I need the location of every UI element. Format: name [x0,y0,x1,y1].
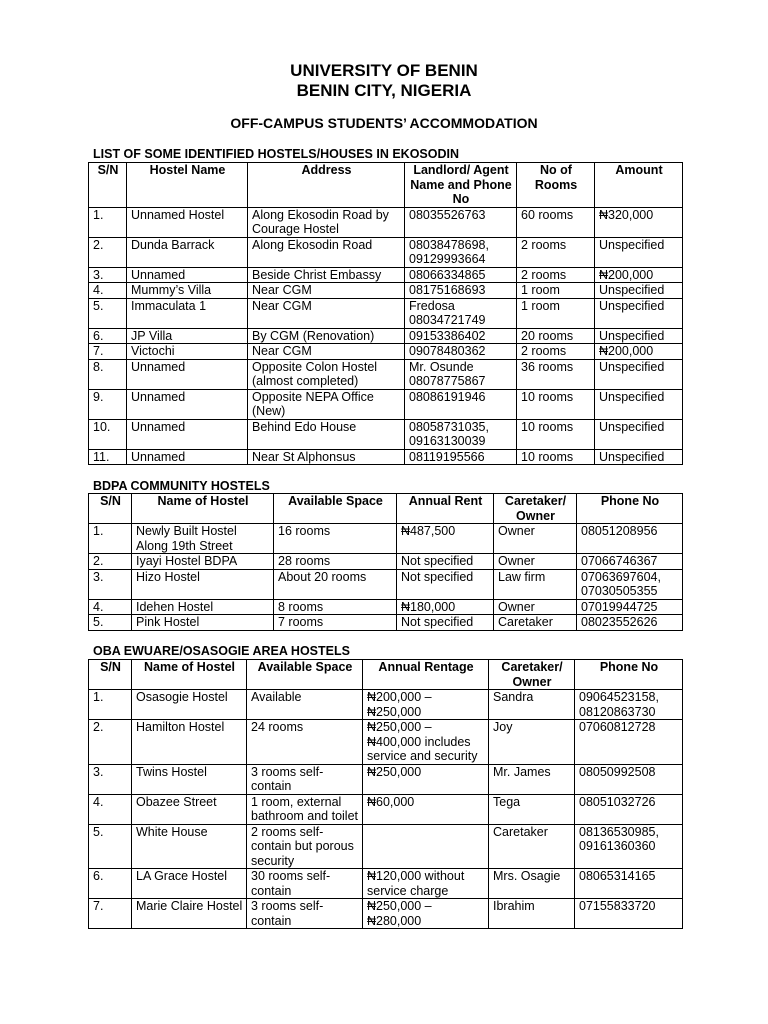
table-cell: Hamilton Hostel [132,720,247,765]
table-cell [363,824,489,869]
table-cell: 5. [89,615,132,631]
table-cell: 08051032726 [575,794,683,824]
table-cell: Pink Hostel [132,615,274,631]
table-cell: 4. [89,599,132,615]
column-header: S/N [89,660,132,690]
table-cell: 09078480362 [405,344,517,360]
table-cell: ₦250,000 – ₦280,000 [363,899,489,929]
table-cell: LA Grace Hostel [132,869,247,899]
table-cell: Unnamed [127,359,248,389]
table-row [89,359,683,389]
table-cell: Obazee Street [132,794,247,824]
table-cell: 08035526763 [405,207,517,237]
table-row [89,267,683,283]
table-row [89,524,683,554]
table-cell: 08058731035, 09163130039 [405,419,517,449]
column-header: No of Rooms [517,163,595,208]
table-cell: 2. [89,720,132,765]
city-title: BENIN CITY, NIGERIA [296,81,472,100]
ekosodin-section-title: LIST OF SOME IDENTIFIED HOSTELS/HOUSES IN EKOSODIN [93,147,460,161]
table-row [89,615,683,631]
table-cell: Unnamed Hostel [127,207,248,237]
table-cell: 10. [89,419,127,449]
table-cell: Along Ekosodin Road [248,237,405,267]
table-row [89,794,683,824]
table-cell: ₦60,000 [363,794,489,824]
table-cell: Not specified [397,554,494,570]
table-cell: Mr. James [489,764,575,794]
table-cell: Unnamed [127,419,248,449]
table-cell: Available [247,690,363,720]
table-cell: Unspecified [595,283,683,299]
column-header: Name of Hostel [132,660,247,690]
table-cell: Unnamed [127,267,248,283]
table-cell: Idehen Hostel [132,599,274,615]
table-row [89,328,683,344]
column-header: S/N [89,494,132,524]
column-header: Hostel Name [127,163,248,208]
table-cell: About 20 rooms [274,569,397,599]
table-cell: 1. [89,524,132,554]
table-cell: Unspecified [595,359,683,389]
table-row [89,764,683,794]
table-cell: 20 rooms [517,328,595,344]
table-cell: 1. [89,207,127,237]
table-row [89,449,683,465]
table-cell: 07155833720 [575,899,683,929]
table-cell: Caretaker [494,615,577,631]
column-header: Amount [595,163,683,208]
table-cell: Iyayi Hostel BDPA [132,554,274,570]
column-header: Available Space [247,660,363,690]
table-cell: JP Villa [127,328,248,344]
table-cell: Sandra [489,690,575,720]
table-cell: 1. [89,690,132,720]
oba-hostels-table [88,659,683,929]
table-cell: 60 rooms [517,207,595,237]
table-cell: ₦200,000 – ₦250,000 [363,690,489,720]
table-cell: 6. [89,869,132,899]
bdpa-section-title: BDPA COMMUNITY HOSTELS [93,479,270,493]
table-cell: 3. [89,764,132,794]
table-cell: 2. [89,237,127,267]
table-cell: 2 rooms [517,344,595,360]
table-cell: 2 rooms self-contain but porous security [247,824,363,869]
bdpa-hostels-table [88,493,683,631]
table-row [89,690,683,720]
table-cell: Opposite Colon Hostel (almost completed) [248,359,405,389]
table-cell: 11. [89,449,127,465]
table-cell: Near CGM [248,298,405,328]
table-cell: 07019944725 [577,599,683,615]
table-cell: Along Ekosodin Road by Courage Hostel [248,207,405,237]
table-cell: 08038478698, 09129993664 [405,237,517,267]
table-cell: Law firm [494,569,577,599]
table-cell: 24 rooms [247,720,363,765]
column-header: S/N [89,163,127,208]
table-row [89,283,683,299]
table-cell: Mr. Osunde 08078775867 [405,359,517,389]
table-row [89,344,683,360]
table-row [89,237,683,267]
table-row [89,554,683,570]
table-cell: Tega [489,794,575,824]
table-cell: Dunda Barrack [127,237,248,267]
table-cell: 36 rooms [517,359,595,389]
table-cell: Unspecified [595,298,683,328]
table-header-row [89,660,683,690]
table-cell: Victochi [127,344,248,360]
table-cell: White House [132,824,247,869]
table-cell: 07066746367 [577,554,683,570]
column-header: Annual Rentage [363,660,489,690]
table-cell: 8 rooms [274,599,397,615]
table-cell: 3. [89,267,127,283]
table-cell: Beside Christ Embassy [248,267,405,283]
column-header: Phone No [575,660,683,690]
table-cell: Unspecified [595,419,683,449]
column-header: Available Space [274,494,397,524]
table-row [89,869,683,899]
table-cell: 8. [89,359,127,389]
table-cell: ₦487,500 [397,524,494,554]
table-cell: Ibrahim [489,899,575,929]
table-cell: Newly Built Hostel Along 19th Street [132,524,274,554]
ekosodin-hostels-table [88,162,683,465]
table-cell: ₦320,000 [595,207,683,237]
table-cell: Near CGM [248,344,405,360]
table-cell: Caretaker [489,824,575,869]
column-header: Phone No [577,494,683,524]
table-row [89,389,683,419]
table-cell: 2. [89,554,132,570]
table-cell: 09153386402 [405,328,517,344]
column-header: Annual Rent [397,494,494,524]
table-cell: 08051208956 [577,524,683,554]
table-row [89,569,683,599]
table-row [89,419,683,449]
table-cell: 2 rooms [517,267,595,283]
table-row [89,599,683,615]
table-cell: Opposite NEPA Office (New) [248,389,405,419]
table-cell: Owner [494,599,577,615]
table-cell: 4. [89,283,127,299]
table-cell: 07060812728 [575,720,683,765]
table-cell: Mummy’s Villa [127,283,248,299]
table-cell: Unspecified [595,449,683,465]
table-cell: Osasogie Hostel [132,690,247,720]
table-cell: 09064523158, 08120863730 [575,690,683,720]
table-cell: 4. [89,794,132,824]
table-cell: 3 rooms self-contain [247,764,363,794]
table-cell: 08136530985, 09161360360 [575,824,683,869]
table-cell: Mrs. Osagie [489,869,575,899]
table-cell: ₦250,000 [363,764,489,794]
oba-section-title: OBA EWUARE/OSASOGIE AREA HOSTELS [93,644,350,658]
table-cell: 7 rooms [274,615,397,631]
table-cell: 7. [89,344,127,360]
table-row [89,207,683,237]
column-header: Name of Hostel [132,494,274,524]
table-cell: Fredosa 08034721749 [405,298,517,328]
table-cell: By CGM (Renovation) [248,328,405,344]
table-cell: 5. [89,298,127,328]
table-cell: 7. [89,899,132,929]
table-cell: 08175168693 [405,283,517,299]
table-cell: Marie Claire Hostel [132,899,247,929]
table-row [89,899,683,929]
column-header: Caretaker/ Owner [494,494,577,524]
table-row [89,298,683,328]
table-cell: 1 room [517,298,595,328]
table-cell: 1 room, external bathroom and toilet [247,794,363,824]
table-cell: 08065314165 [575,869,683,899]
university-title: UNIVERSITY OF BENIN [290,61,478,80]
table-cell: Not specified [397,569,494,599]
table-cell: Behind Edo House [248,419,405,449]
table-cell: 2 rooms [517,237,595,267]
table-cell: 10 rooms [517,449,595,465]
table-cell: Unnamed [127,449,248,465]
table-cell: 16 rooms [274,524,397,554]
table-cell: Near St Alphonsus [248,449,405,465]
table-cell: 3. [89,569,132,599]
table-row [89,720,683,765]
table-cell: 10 rooms [517,419,595,449]
table-cell: Unspecified [595,389,683,419]
table-cell: 6. [89,328,127,344]
table-cell: Owner [494,554,577,570]
table-cell: ₦180,000 [397,599,494,615]
table-cell: Unspecified [595,328,683,344]
table-header-row [89,163,683,208]
table-cell: Owner [494,524,577,554]
table-cell: 07063697604, 07030505355 [577,569,683,599]
table-cell: 08050992508 [575,764,683,794]
table-cell: Twins Hostel [132,764,247,794]
table-cell: 1 room [517,283,595,299]
table-cell: Unspecified [595,237,683,267]
table-cell: 08119195566 [405,449,517,465]
table-cell: ₦250,000 – ₦400,000 includes service and security [363,720,489,765]
table-cell: 3 rooms self-contain [247,899,363,929]
table-cell: 08023552626 [577,615,683,631]
table-cell: Unnamed [127,389,248,419]
table-cell: 5. [89,824,132,869]
table-cell: Hizo Hostel [132,569,274,599]
table-cell: 10 rooms [517,389,595,419]
table-cell: Joy [489,720,575,765]
table-cell: ₦120,000 without service charge [363,869,489,899]
table-cell: 28 rooms [274,554,397,570]
table-row [89,824,683,869]
document-heading: OFF-CAMPUS STUDENTS’ ACCOMMODATION [230,115,538,131]
table-cell: 30 rooms self-contain [247,869,363,899]
table-cell: ₦200,000 [595,344,683,360]
column-header: Landlord/ Agent Name and Phone No [405,163,517,208]
table-cell: 9. [89,389,127,419]
table-cell: ₦200,000 [595,267,683,283]
column-header: Caretaker/ Owner [489,660,575,690]
table-cell: 08086191946 [405,389,517,419]
table-cell: 08066334865 [405,267,517,283]
table-cell: Near CGM [248,283,405,299]
table-cell: Not specified [397,615,494,631]
table-header-row [89,494,683,524]
table-cell: Immaculata 1 [127,298,248,328]
column-header: Address [248,163,405,208]
